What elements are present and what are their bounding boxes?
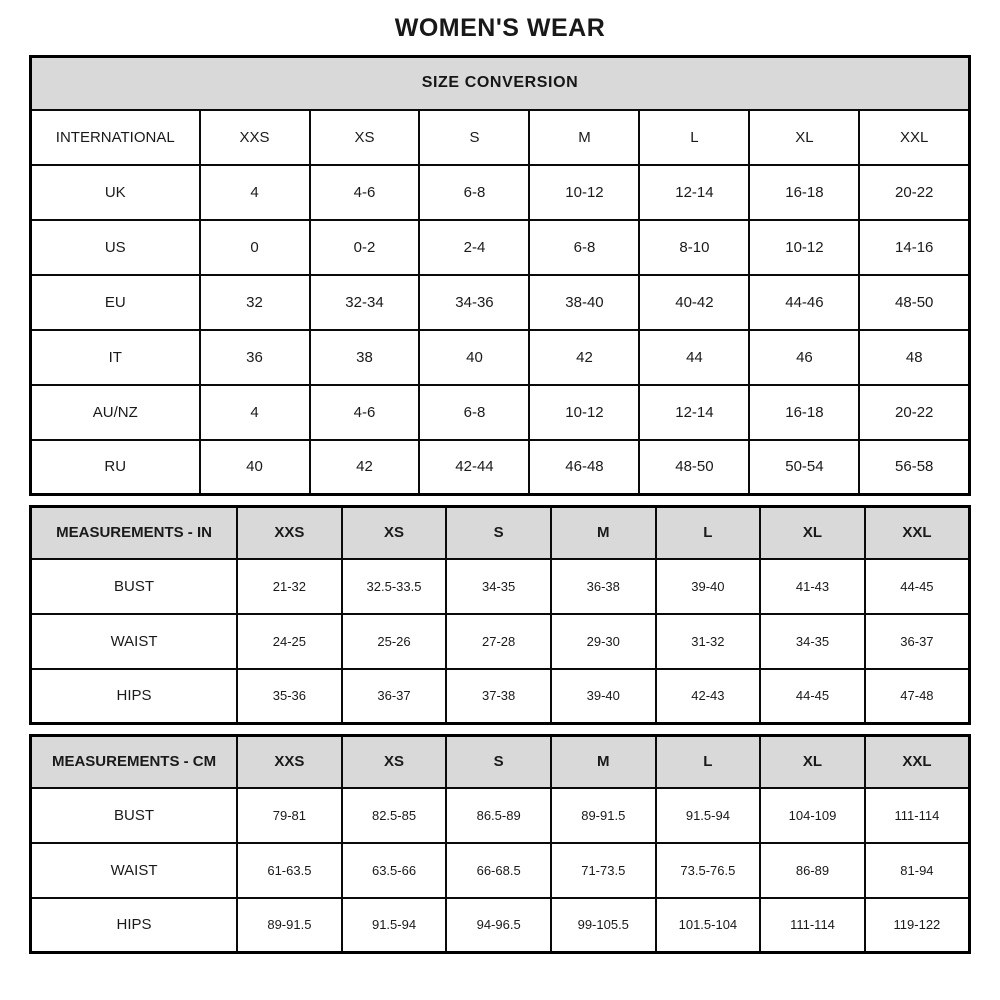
table-row (31, 843, 970, 898)
table-header-row (31, 507, 970, 559)
value-cell: 20-22 (859, 385, 969, 440)
table-row (31, 559, 970, 614)
row-label-cell: IT (31, 330, 200, 385)
value-cell: 42-44 (419, 440, 529, 495)
header-size-cell: L (656, 507, 761, 559)
value-cell: 111-114 (865, 788, 970, 843)
value-cell: 50-54 (749, 440, 859, 495)
value-cell: 16-18 (749, 385, 859, 440)
page-title: WOMEN'S WEAR (394, 14, 606, 42)
table-row (31, 898, 970, 953)
header-size-cell: L (639, 110, 749, 165)
row-label-cell: US (31, 220, 200, 275)
value-cell: 48-50 (859, 275, 969, 330)
value-cell: 46 (749, 330, 859, 385)
value-cell: 32.5-33.5 (342, 559, 447, 614)
value-cell: 42 (529, 330, 639, 385)
value-cell: 0 (200, 220, 310, 275)
row-label-cell: UK (31, 165, 200, 220)
value-cell: 44-45 (760, 669, 865, 724)
value-cell: 42-43 (656, 669, 761, 724)
value-cell: 6-8 (419, 385, 529, 440)
value-cell: 36-37 (865, 614, 970, 669)
table-row (31, 275, 970, 330)
value-cell: 94-96.5 (446, 898, 551, 953)
row-label-cell: HIPS (31, 898, 238, 953)
header-size-cell: XXL (865, 736, 970, 788)
header-label-cell: MEASUREMENTS - IN (31, 507, 238, 559)
measurements-cm-table (29, 734, 971, 954)
value-cell: 12-14 (639, 385, 749, 440)
value-cell: 44-46 (749, 275, 859, 330)
row-label-cell: EU (31, 275, 200, 330)
value-cell: 4-6 (310, 165, 420, 220)
table-row (31, 669, 970, 724)
value-cell: 4 (200, 165, 310, 220)
table-header-row (31, 110, 970, 165)
value-cell: 91.5-94 (656, 788, 761, 843)
table-row (31, 788, 970, 843)
table-row (31, 614, 970, 669)
header-size-cell: XXS (237, 507, 342, 559)
value-cell: 8-10 (639, 220, 749, 275)
header-size-cell: L (656, 736, 761, 788)
value-cell: 86.5-89 (446, 788, 551, 843)
row-label-cell: BUST (31, 559, 238, 614)
value-cell: 32-34 (310, 275, 420, 330)
header-size-cell: S (446, 736, 551, 788)
table-header-row (31, 736, 970, 788)
value-cell: 119-122 (865, 898, 970, 953)
value-cell: 39-40 (551, 669, 656, 724)
value-cell: 44-45 (865, 559, 970, 614)
header-size-cell: S (419, 110, 529, 165)
value-cell: 37-38 (446, 669, 551, 724)
value-cell: 14-16 (859, 220, 969, 275)
value-cell: 38-40 (529, 275, 639, 330)
value-cell: 4 (200, 385, 310, 440)
value-cell: 99-105.5 (551, 898, 656, 953)
value-cell: 41-43 (760, 559, 865, 614)
value-cell: 56-58 (859, 440, 969, 495)
value-cell: 31-32 (656, 614, 761, 669)
header-size-cell: XS (342, 507, 447, 559)
header-size-cell: XL (760, 736, 865, 788)
row-label-cell: WAIST (31, 843, 238, 898)
row-label-cell: RU (31, 440, 200, 495)
value-cell: 10-12 (749, 220, 859, 275)
value-cell: 20-22 (859, 165, 969, 220)
value-cell: 40 (419, 330, 529, 385)
header-size-cell: XXS (237, 736, 342, 788)
value-cell: 82.5-85 (342, 788, 447, 843)
value-cell: 46-48 (529, 440, 639, 495)
value-cell: 104-109 (760, 788, 865, 843)
value-cell: 24-25 (237, 614, 342, 669)
value-cell: 34-35 (446, 559, 551, 614)
size-conversion-table (29, 55, 971, 496)
header-size-cell: XS (342, 736, 447, 788)
value-cell: 36 (200, 330, 310, 385)
header-size-cell: XXL (865, 507, 970, 559)
value-cell: 36-37 (342, 669, 447, 724)
value-cell: 44 (639, 330, 749, 385)
value-cell: 47-48 (865, 669, 970, 724)
value-cell: 40-42 (639, 275, 749, 330)
row-label-cell: BUST (31, 788, 238, 843)
header-size-cell: M (551, 736, 656, 788)
value-cell: 86-89 (760, 843, 865, 898)
value-cell: 32 (200, 275, 310, 330)
value-cell: 0-2 (310, 220, 420, 275)
value-cell: 111-114 (760, 898, 865, 953)
header-size-cell: XL (760, 507, 865, 559)
header-size-cell: XS (310, 110, 420, 165)
row-label-cell: WAIST (31, 614, 238, 669)
value-cell: 89-91.5 (551, 788, 656, 843)
value-cell: 16-18 (749, 165, 859, 220)
value-cell: 81-94 (865, 843, 970, 898)
header-label-cell: INTERNATIONAL (31, 110, 200, 165)
header-size-cell: S (446, 507, 551, 559)
value-cell: 73.5-76.5 (656, 843, 761, 898)
value-cell: 29-30 (551, 614, 656, 669)
value-cell: 101.5-104 (656, 898, 761, 953)
table-row (31, 220, 970, 275)
value-cell: 12-14 (639, 165, 749, 220)
value-cell: 10-12 (529, 385, 639, 440)
value-cell: 6-8 (419, 165, 529, 220)
value-cell: 34-35 (760, 614, 865, 669)
value-cell: 6-8 (529, 220, 639, 275)
value-cell: 48-50 (639, 440, 749, 495)
table-row (31, 440, 970, 495)
table-row (31, 330, 970, 385)
value-cell: 61-63.5 (237, 843, 342, 898)
value-cell: 39-40 (656, 559, 761, 614)
table-title-row (31, 57, 970, 110)
row-label-cell: HIPS (31, 669, 238, 724)
value-cell: 25-26 (342, 614, 447, 669)
value-cell: 4-6 (310, 385, 420, 440)
value-cell: 66-68.5 (446, 843, 551, 898)
header-size-cell: XXS (200, 110, 310, 165)
value-cell: 34-36 (419, 275, 529, 330)
value-cell: 42 (310, 440, 420, 495)
value-cell: 89-91.5 (237, 898, 342, 953)
value-cell: 27-28 (446, 614, 551, 669)
value-cell: 36-38 (551, 559, 656, 614)
table-title: SIZE CONVERSION (31, 57, 970, 110)
measurements-in-table (29, 505, 971, 725)
value-cell: 38 (310, 330, 420, 385)
value-cell: 40 (200, 440, 310, 495)
value-cell: 48 (859, 330, 969, 385)
header-size-cell: XL (749, 110, 859, 165)
header-size-cell: M (529, 110, 639, 165)
value-cell: 91.5-94 (342, 898, 447, 953)
table-row (31, 385, 970, 440)
value-cell: 21-32 (237, 559, 342, 614)
table-row (31, 165, 970, 220)
value-cell: 2-4 (419, 220, 529, 275)
value-cell: 63.5-66 (342, 843, 447, 898)
header-size-cell: XXL (859, 110, 969, 165)
value-cell: 10-12 (529, 165, 639, 220)
row-label-cell: AU/NZ (31, 385, 200, 440)
header-size-cell: M (551, 507, 656, 559)
value-cell: 79-81 (237, 788, 342, 843)
value-cell: 71-73.5 (551, 843, 656, 898)
header-label-cell: MEASUREMENTS - CM (31, 736, 238, 788)
value-cell: 35-36 (237, 669, 342, 724)
